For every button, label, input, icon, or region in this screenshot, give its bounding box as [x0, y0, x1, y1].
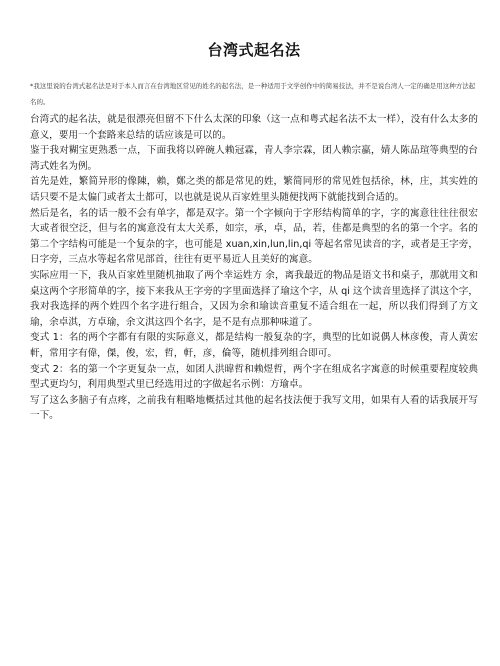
paragraph-intro: 台湾式的起名法，就是很漂亮但留不下什么太深的印象（这一点和粤式起名法不太一样），没有什么太多的意义，要用一个套路来总结的话应该是可以的。	[30, 114, 478, 141]
author-note: *我这里说的台湾式起名法是对于本人而言在台湾地区常见的姓名的起名法，是一种适用于文学创作中的简易技法，并不是说台湾人一定的确是用这种方法起名的。	[30, 82, 476, 106]
paragraph-surname: 首先是姓，繁简异形的像陳，賴，鄭之类的都是常见的姓，繁简同形的常见姓包括徐，林，庄，其实姓的话只要不是太偏门或者太土都可，以也就是说从百家姓里头随便找两下就能找到合适的。	[30, 176, 478, 203]
document-title: 台湾式起名法	[207, 41, 301, 59]
paragraph-closing: 写了这么多脑子有点疼，之前我有粗略地概括过其他的起名技法便于我写文用，如果有人看的话我展开写一下。	[30, 394, 478, 422]
paragraph-examples: 鉴于我对糊宝更熟悉一点，下面我将以碎碗人赖冠霖，青人李宗霖，团人赖宗嬴，婧人陈品瑄等典型的台湾式姓名为例。	[30, 145, 478, 172]
paragraph-given-name: 然后是名，名的话一般不会有单字，都是双字。第一个字倾向于字形结构简单的字，字的寓意往往往很宏大或者很空泛，但与名的寓意没有太大关系，如宗，承，卓，品，若，佳都是典型的名的第一个字。名的第二个字结构可能是一个复杂的字，也可能是 xuan,xin,lun,lin,qi 等起名常见读音的字，或者是王字旁，日字旁，三点水等起名常见部首，往往有更平易近人且美好的寓意。	[30, 207, 478, 266]
paragraph-application: 实际应用一下，我从百家姓里随机抽取了两个幸运姓方 余，离我最近的物品是语文书和桌子，那就用文和桌这两个字形简单的字，接下来我从王字旁的字里面选择了瑜这个字，从 qi 这个读音里选择了淇这个字，我对我选择的两个姓四个名字进行组合，又因为余和瑜读音重复不适合组在一起，所以我们得到了方文瑜，余卓淇，方卓瑜，余文淇这四个名字，是不是有点那种味道了。	[30, 269, 478, 328]
paragraph-variant-2: 变式 2：名的第一个字更复杂一点，如团人洪暐哲和赖煜哲，两个字在组成名字寓意的时候重要程度较典型式更均匀，利用典型式里已经选用过的字做起名示例：方瑜卓。	[30, 363, 478, 391]
document-body	[30, 112, 478, 424]
paragraph-variant-1: 变式 1：名的两个字都有有限的实际意义，都是结构一般复杂的字，典型的比如说偶人林彦俊，青人黄宏軒，常用字有偉，傑，俊，宏，哲，軒，彦，倫等，随机排列组合即可。	[30, 332, 478, 359]
